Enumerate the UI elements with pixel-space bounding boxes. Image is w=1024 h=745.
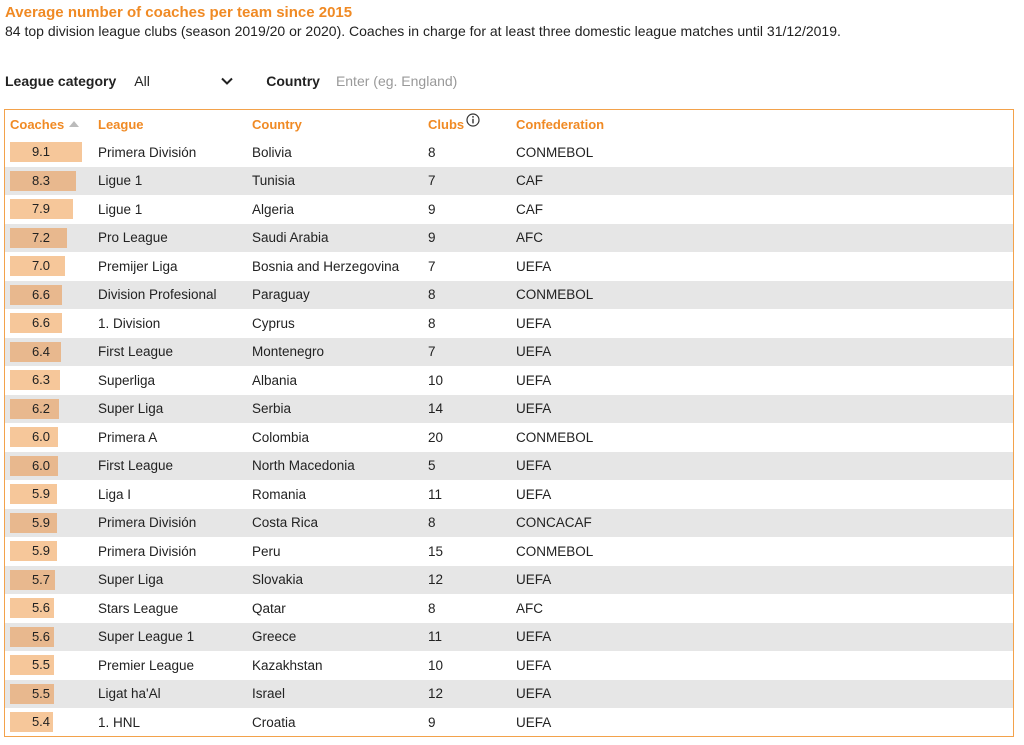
- clubs-cell: 14: [428, 395, 516, 424]
- league-cell: Division Profesional: [98, 281, 252, 310]
- coaches-value: 7.2: [31, 229, 51, 245]
- country-cell: Montenegro: [252, 338, 428, 367]
- coaches-value: 5.9: [31, 486, 51, 502]
- coaches-value: 6.0: [31, 429, 51, 445]
- table-row: [5, 309, 1013, 338]
- clubs-cell: 11: [428, 486, 443, 502]
- clubs-cell: 9: [428, 224, 516, 253]
- coaches-value: 7.0: [31, 258, 51, 274]
- page-title: Average number of coaches per team since 2015: [5, 4, 353, 21]
- coaches-value: 5.7: [31, 571, 51, 587]
- confederation-cell: UEFA: [516, 395, 1013, 424]
- league-cell: Primera División: [98, 144, 197, 160]
- coaches-cell: [5, 366, 98, 395]
- country-cell: Romania: [252, 486, 307, 502]
- table-row: [5, 509, 1013, 538]
- table-row: [5, 338, 1013, 367]
- country-cell: Peru: [252, 543, 281, 559]
- league-cell: Super Liga: [98, 566, 252, 595]
- league-cell: Pro League: [98, 224, 252, 253]
- table-row: [5, 537, 1013, 566]
- table-row: [5, 366, 1013, 395]
- coaches-cell: [5, 537, 98, 566]
- country-cell: Colombia: [252, 429, 310, 445]
- confederation-cell: UEFA: [516, 315, 552, 331]
- table-row: [5, 195, 1013, 224]
- coaches-value: 7.9: [31, 201, 51, 217]
- coaches-cell: [5, 309, 98, 338]
- table-row: [5, 138, 1013, 167]
- header-confederation[interactable]: Confederation: [516, 116, 605, 132]
- confederation-cell: UEFA: [516, 338, 1013, 367]
- country-search-input[interactable]: [336, 73, 536, 89]
- coaches-cell: [5, 423, 98, 452]
- confederation-cell: CONMEBOL: [516, 543, 594, 559]
- clubs-cell: 11: [428, 623, 516, 652]
- chevron-down-icon: [220, 74, 234, 88]
- header-clubs[interactable]: Clubs: [428, 110, 516, 138]
- coaches-value: 6.6: [31, 286, 51, 302]
- coaches-cell: [5, 195, 98, 224]
- clubs-cell: 5: [428, 452, 516, 481]
- confederation-cell: CONCACAF: [516, 509, 1013, 538]
- clubs-cell: 9: [428, 201, 436, 217]
- confederation-cell: AFC: [516, 224, 1013, 253]
- league-cell: First League: [98, 452, 252, 481]
- table-row: [5, 395, 1013, 424]
- league-cell: Ligat ha'Al: [98, 680, 252, 709]
- coaches-value: 5.9: [31, 543, 51, 559]
- country-cell: Costa Rica: [252, 509, 428, 538]
- coaches-cell: [5, 680, 98, 709]
- league-cell: Stars League: [98, 600, 179, 616]
- country-cell: Paraguay: [252, 281, 428, 310]
- coaches-cell: [5, 708, 98, 737]
- confederation-cell: UEFA: [516, 657, 552, 673]
- league-cell: Premijer Liga: [98, 258, 178, 274]
- country-cell: Croatia: [252, 714, 296, 730]
- clubs-cell: 9: [428, 714, 436, 730]
- country-cell: Tunisia: [252, 167, 428, 196]
- country-cell: Slovakia: [252, 566, 428, 595]
- confederation-cell: UEFA: [516, 714, 552, 730]
- header-coaches[interactable]: Coaches: [5, 110, 98, 138]
- coaches-value: 5.9: [31, 514, 51, 530]
- country-cell: Algeria: [252, 201, 295, 217]
- country-cell: Saudi Arabia: [252, 224, 428, 253]
- coaches-value: 6.2: [31, 400, 51, 416]
- table-row: [5, 651, 1013, 680]
- coaches-cell: [5, 281, 98, 310]
- clubs-cell: 8: [428, 600, 436, 616]
- league-cell: 1. HNL: [98, 714, 141, 730]
- confederation-cell: UEFA: [516, 452, 1013, 481]
- coaches-value: 6.0: [31, 457, 51, 473]
- table-row: [5, 452, 1013, 481]
- country-cell: Serbia: [252, 395, 428, 424]
- coaches-cell: [5, 651, 98, 680]
- coaches-cell: [5, 395, 98, 424]
- coaches-cell: [5, 224, 98, 253]
- coaches-cell: [5, 623, 98, 652]
- confederation-cell: CONMEBOL: [516, 429, 594, 445]
- league-cell: First League: [98, 338, 252, 367]
- league-cell: Liga I: [98, 486, 132, 502]
- coaches-table-container: [4, 109, 1014, 737]
- coaches-table: [5, 110, 1013, 737]
- clubs-cell: 8: [428, 144, 436, 160]
- info-icon[interactable]: [466, 113, 480, 127]
- clubs-cell: 10: [428, 372, 444, 388]
- confederation-cell: UEFA: [516, 486, 552, 502]
- country-cell: Greece: [252, 623, 428, 652]
- league-cell: Super League 1: [98, 623, 252, 652]
- coaches-cell: [5, 167, 98, 196]
- coaches-value: 8.3: [31, 172, 51, 188]
- coaches-value: 5.6: [31, 628, 51, 644]
- table-row: [5, 680, 1013, 709]
- clubs-cell: 7: [428, 258, 436, 274]
- clubs-cell: 7: [428, 167, 516, 196]
- coaches-cell: [5, 138, 98, 167]
- coaches-value: 5.5: [31, 657, 51, 673]
- sort-up-icon: [68, 119, 80, 129]
- league-cell: Superliga: [98, 372, 156, 388]
- clubs-cell: 8: [428, 315, 436, 331]
- coaches-cell: [5, 509, 98, 538]
- coaches-value: 6.4: [31, 343, 51, 359]
- header-league[interactable]: League: [98, 116, 144, 132]
- coaches-cell: [5, 480, 98, 509]
- coaches-value: 5.6: [31, 600, 51, 616]
- table-row: [5, 623, 1013, 652]
- clubs-cell: 7: [428, 338, 516, 367]
- coaches-value: 6.3: [31, 372, 51, 388]
- table-row: [5, 281, 1013, 310]
- table-row: [5, 423, 1013, 452]
- table-row: [5, 252, 1013, 281]
- country-cell: Albania: [252, 372, 298, 388]
- league-cell: 1. Division: [98, 315, 161, 331]
- coaches-cell: [5, 566, 98, 595]
- coaches-value: 5.5: [31, 685, 51, 701]
- confederation-cell: UEFA: [516, 680, 1013, 709]
- page-subtitle: 84 top division league clubs (season 2019/20 or 2020). Coaches in charge for at least three domestic league matches until 31/12/2019.: [5, 23, 841, 39]
- table-row: [5, 594, 1013, 623]
- country-cell: Bolivia: [252, 144, 292, 160]
- confederation-cell: CAF: [516, 167, 1013, 196]
- table-header-row: [5, 110, 1013, 138]
- clubs-cell: 20: [428, 429, 444, 445]
- coaches-value: 6.6: [31, 315, 51, 331]
- header-country[interactable]: Country: [252, 116, 302, 132]
- country-cell: North Macedonia: [252, 452, 428, 481]
- table-row: [5, 224, 1013, 253]
- country-cell: Kazakhstan: [252, 657, 323, 673]
- confederation-cell: UEFA: [516, 623, 1013, 652]
- table-row: [5, 480, 1013, 509]
- league-category-label: League category: [5, 73, 117, 89]
- table-row: [5, 167, 1013, 196]
- confederation-cell: CONMEBOL: [516, 281, 1013, 310]
- coaches-cell: [5, 594, 98, 623]
- clubs-cell: 8: [428, 281, 516, 310]
- clubs-cell: 15: [428, 543, 444, 559]
- league-cell: Ligue 1: [98, 201, 143, 217]
- clubs-cell: 8: [428, 509, 516, 538]
- coaches-value: 9.1: [31, 144, 51, 160]
- league-cell: Primera División: [98, 543, 197, 559]
- league-cell: Primera División: [98, 509, 252, 538]
- coaches-cell: [5, 338, 98, 367]
- filter-bar: [5, 71, 536, 91]
- table-row: [5, 708, 1013, 737]
- clubs-cell: 12: [428, 680, 516, 709]
- coaches-cell: [5, 252, 98, 281]
- confederation-cell: CONMEBOL: [516, 144, 594, 160]
- league-category-select[interactable]: [134, 73, 234, 89]
- league-category-value: All: [134, 73, 150, 89]
- country-cell: Bosnia and Herzegovina: [252, 258, 400, 274]
- confederation-cell: AFC: [516, 600, 543, 616]
- league-cell: Super Liga: [98, 395, 252, 424]
- country-cell: Israel: [252, 680, 428, 709]
- country-label: Country: [266, 73, 320, 89]
- country-cell: Cyprus: [252, 315, 295, 331]
- league-cell: Ligue 1: [98, 167, 252, 196]
- confederation-cell: UEFA: [516, 258, 552, 274]
- country-cell: Qatar: [252, 600, 286, 616]
- league-cell: Premier League: [98, 657, 195, 673]
- clubs-cell: 12: [428, 566, 516, 595]
- confederation-cell: UEFA: [516, 566, 1013, 595]
- confederation-cell: CAF: [516, 201, 543, 217]
- coaches-cell: [5, 452, 98, 481]
- coaches-value: 5.4: [31, 714, 51, 730]
- table-body: [5, 138, 1013, 737]
- league-cell: Primera A: [98, 429, 158, 445]
- table-row: [5, 566, 1013, 595]
- clubs-cell: 10: [428, 657, 444, 673]
- confederation-cell: UEFA: [516, 372, 552, 388]
